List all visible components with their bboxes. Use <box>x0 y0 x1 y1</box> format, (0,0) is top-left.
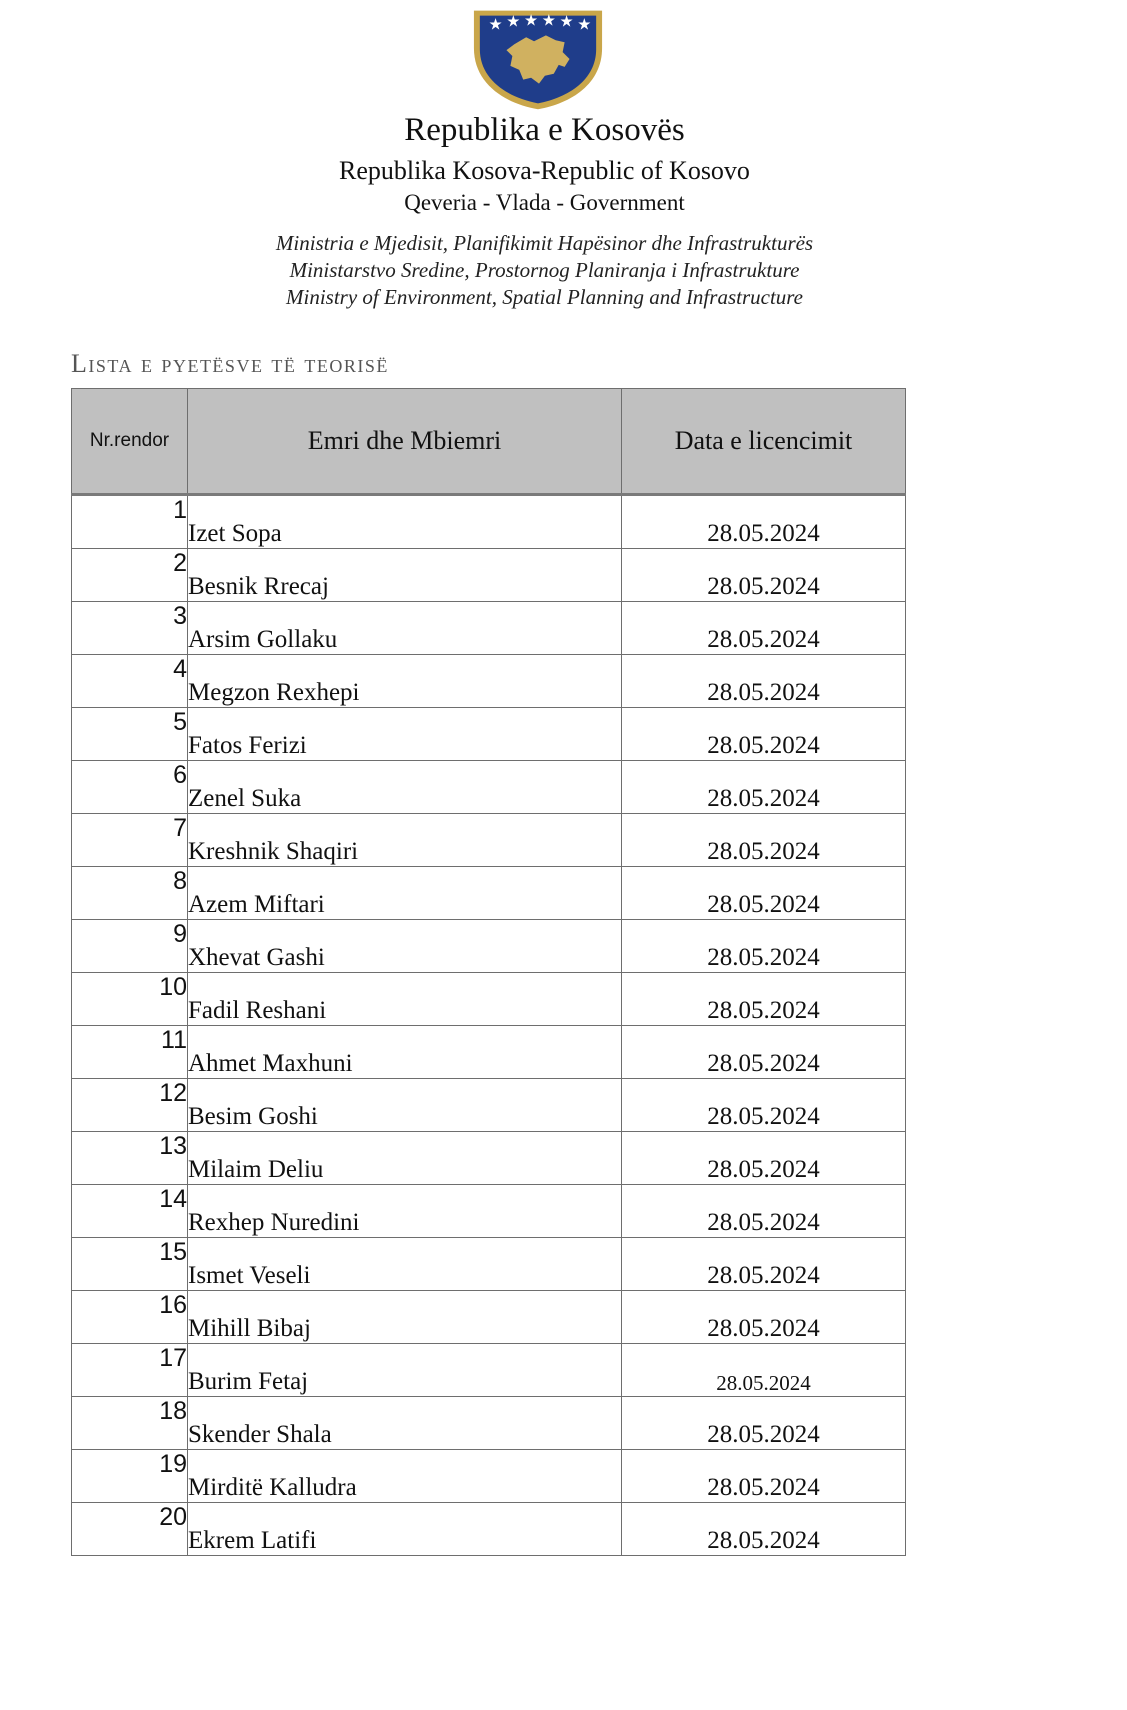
row-number-cell: 1 <box>72 495 188 549</box>
table-row <box>72 1450 906 1503</box>
row-number-cell: 12 <box>72 1079 188 1132</box>
table-row <box>72 602 906 655</box>
svg-text:★: ★ <box>524 10 539 30</box>
row-name-cell: Burim Fetaj <box>188 1344 622 1397</box>
row-number-cell: 2 <box>72 549 188 602</box>
svg-text:★: ★ <box>559 11 574 31</box>
row-number-cell: 13 <box>72 1132 188 1185</box>
table-row <box>72 1185 906 1238</box>
row-name-cell: Xhevat Gashi <box>188 920 622 973</box>
row-date-cell: 28.05.2024 <box>622 1132 906 1185</box>
row-number-cell: 3 <box>72 602 188 655</box>
row-number-cell: 4 <box>72 655 188 708</box>
row-name-cell: Skender Shala <box>188 1397 622 1450</box>
roster-table <box>71 388 906 1556</box>
table-row <box>72 655 906 708</box>
row-date-cell: 28.05.2024 <box>622 602 906 655</box>
row-number-cell: 14 <box>72 1185 188 1238</box>
table-row <box>72 1079 906 1132</box>
row-number-cell: 8 <box>72 867 188 920</box>
row-number-cell: 18 <box>72 1397 188 1450</box>
row-number-cell: 11 <box>72 1026 188 1079</box>
row-name-cell: Fatos Ferizi <box>188 708 622 761</box>
table-row <box>72 920 906 973</box>
table-row <box>72 814 906 867</box>
row-number-cell: 7 <box>72 814 188 867</box>
list-title: Lista e pyetësve të teorisë <box>71 349 389 378</box>
row-date-cell: 28.05.2024 <box>622 1185 906 1238</box>
row-name-cell: Besim Goshi <box>188 1079 622 1132</box>
country-subtitle: Republika Kosova-Republic of Kosovo <box>339 156 750 185</box>
country-title: Republika e Kosovës <box>404 112 685 148</box>
svg-text:★: ★ <box>541 10 556 30</box>
table-row <box>72 1132 906 1185</box>
table-row <box>72 867 906 920</box>
row-date-cell: 28.05.2024 <box>622 1344 906 1397</box>
table-row <box>72 549 906 602</box>
table-row <box>72 1503 906 1556</box>
row-date-cell: 28.05.2024 <box>622 1397 906 1450</box>
row-name-cell: Zenel Suka <box>188 761 622 814</box>
row-number-cell: 16 <box>72 1291 188 1344</box>
column-header-date: Data e licencimit <box>622 389 906 495</box>
row-name-cell: Ahmet Maxhuni <box>188 1026 622 1079</box>
row-date-cell: 28.05.2024 <box>622 761 906 814</box>
row-number-cell: 6 <box>72 761 188 814</box>
ministry-serbian: Ministarstvo Sredine, Prostornog Planiranja i Infrastrukture <box>289 258 800 282</box>
row-name-cell: Mirditë Kalludra <box>188 1450 622 1503</box>
row-name-cell: Besnik Rrecaj <box>188 549 622 602</box>
row-name-cell: Kreshnik Shaqiri <box>188 814 622 867</box>
row-name-cell: Azem Miftari <box>188 867 622 920</box>
row-number-cell: 17 <box>72 1344 188 1397</box>
row-name-cell: Mihill Bibaj <box>188 1291 622 1344</box>
row-date-cell: 28.05.2024 <box>622 1026 906 1079</box>
row-name-cell: Arsim Gollaku <box>188 602 622 655</box>
table-row <box>72 761 906 814</box>
row-date-cell: 28.05.2024 <box>622 549 906 602</box>
row-number-cell: 9 <box>72 920 188 973</box>
column-header-number: Nr.rendor <box>72 389 188 495</box>
row-date-cell: 28.05.2024 <box>622 708 906 761</box>
svg-text:★: ★ <box>577 14 592 34</box>
row-name-cell: Megzon Rexhepi <box>188 655 622 708</box>
table-row <box>72 1397 906 1450</box>
coat-of-arms-icon <box>469 4 607 112</box>
column-header-name: Emri dhe Mbiemri <box>188 389 622 495</box>
row-date-cell: 28.05.2024 <box>622 495 906 549</box>
table-header <box>72 389 906 495</box>
row-date-cell: 28.05.2024 <box>622 973 906 1026</box>
row-date-cell: 28.05.2024 <box>622 1079 906 1132</box>
row-name-cell: Izet Sopa <box>188 495 622 549</box>
row-date-cell: 28.05.2024 <box>622 1238 906 1291</box>
table-row <box>72 973 906 1026</box>
table-row <box>72 1291 906 1344</box>
row-date-cell: 28.05.2024 <box>622 920 906 973</box>
government-line: Qeveria - Vlada - Government <box>404 190 685 215</box>
row-date-cell: 28.05.2024 <box>622 1291 906 1344</box>
row-date-cell: 28.05.2024 <box>622 655 906 708</box>
table-row <box>72 495 906 549</box>
table-row <box>72 708 906 761</box>
row-number-cell: 10 <box>72 973 188 1026</box>
row-date-cell: 28.05.2024 <box>622 814 906 867</box>
ministry-english: Ministry of Environment, Spatial Planning and Infrastructure <box>286 285 803 309</box>
row-name-cell: Ismet Veseli <box>188 1238 622 1291</box>
table-row <box>72 1238 906 1291</box>
ministry-albanian: Ministria e Mjedisit, Planifikimit Hapësinor dhe Infrastrukturës <box>275 231 814 255</box>
table-row <box>72 1026 906 1079</box>
row-number-cell: 19 <box>72 1450 188 1503</box>
row-name-cell: Fadil Reshani <box>188 973 622 1026</box>
row-date-cell: 28.05.2024 <box>622 867 906 920</box>
row-date-cell: 28.05.2024 <box>622 1503 906 1556</box>
row-name-cell: Ekrem Latifi <box>188 1503 622 1556</box>
row-name-cell: Rexhep Nuredini <box>188 1185 622 1238</box>
svg-text:★: ★ <box>488 14 503 34</box>
kosovo-emblem <box>469 4 607 112</box>
row-number-cell: 15 <box>72 1238 188 1291</box>
svg-text:★: ★ <box>506 11 521 31</box>
table-row <box>72 1344 906 1397</box>
row-name-cell: Milaim Deliu <box>188 1132 622 1185</box>
table-body <box>72 495 906 1556</box>
row-number-cell: 20 <box>72 1503 188 1556</box>
row-number-cell: 5 <box>72 708 188 761</box>
row-date-cell: 28.05.2024 <box>622 1450 906 1503</box>
